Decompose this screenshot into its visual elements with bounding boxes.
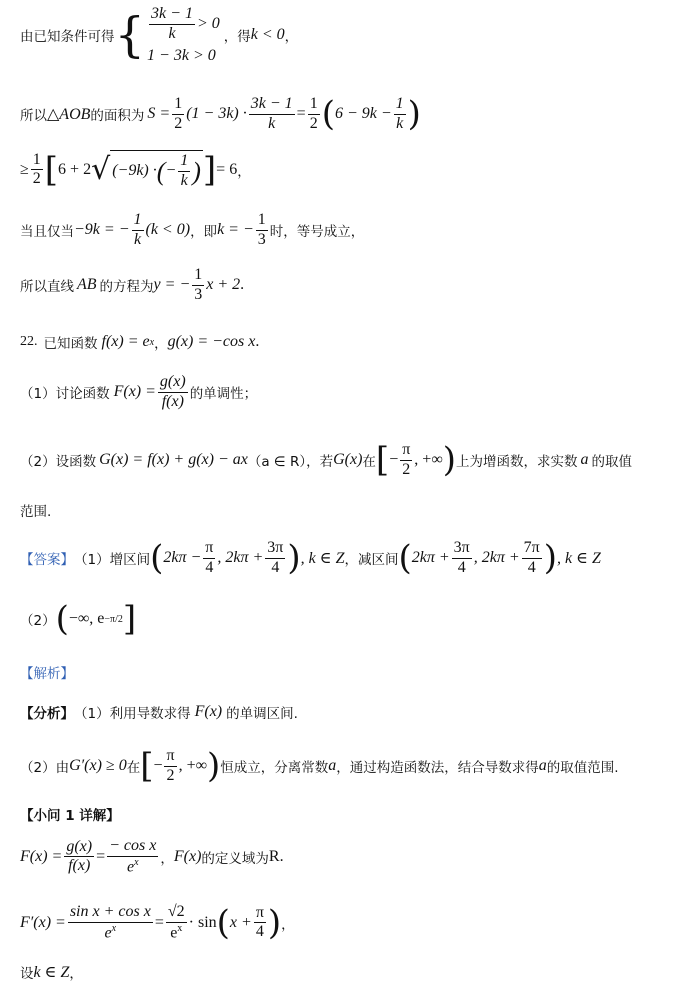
paren: ( <box>398 538 412 578</box>
text: 的取值 <box>591 454 632 471</box>
math: G(x) = f(x) + g(x) − ax <box>99 451 248 469</box>
math-sup: −π/2 <box>104 613 123 625</box>
paren: ) <box>543 538 557 578</box>
frac-num: 1 <box>256 212 268 231</box>
math: x + 2 <box>206 276 241 294</box>
math: = 6 <box>216 160 238 178</box>
text: 在 <box>126 760 141 777</box>
math: AB <box>77 276 97 294</box>
math: (k < 0) <box>145 221 191 239</box>
math: ≥ <box>20 160 29 178</box>
frac-num: 1 <box>192 267 204 286</box>
text: 已知函数 <box>43 336 98 352</box>
frac-num: 3π <box>265 540 285 559</box>
frac-den: 4 <box>457 558 466 576</box>
bracket: [ <box>140 746 154 786</box>
inequality-system <box>147 6 220 65</box>
math: = <box>296 105 306 123</box>
frac-num: π <box>203 540 215 559</box>
text: 上为增函数，求实数 <box>456 454 578 471</box>
text: 的面积为 <box>90 108 145 125</box>
text: 设 <box>20 966 34 982</box>
math: −9k = − <box>74 221 130 239</box>
text: ，减区间 <box>344 552 399 569</box>
text: 的单调性； <box>189 386 258 403</box>
frac-den: f(x) <box>68 857 91 875</box>
text: ，通过构造函数法，结合导数求得 <box>336 760 539 777</box>
math: = <box>96 847 106 865</box>
frac-den: e <box>104 924 112 942</box>
math: k ∈ Z <box>33 964 70 981</box>
text: 的方程为 <box>99 279 154 296</box>
sub-question-2-cont <box>20 500 51 520</box>
sub-question-1 <box>20 374 257 411</box>
frac-num: sin x + cos x <box>68 904 153 923</box>
frac-den: 3 <box>194 285 203 303</box>
text: 的取值范围. <box>546 760 619 777</box>
paren: ) <box>267 902 282 943</box>
math: a <box>538 757 547 775</box>
math-sup: x <box>177 922 183 934</box>
answer-tag: 【答案】 <box>20 552 74 569</box>
text: （1）增区间 <box>74 552 151 569</box>
math: R <box>268 847 280 865</box>
text: ， <box>281 916 295 933</box>
paren: ( <box>150 538 164 578</box>
rel: > 0 <box>196 15 220 33</box>
paren: ) <box>407 94 421 134</box>
frac-den: e <box>126 858 135 876</box>
math: x + <box>229 913 252 931</box>
text: ， <box>69 966 83 982</box>
math: − <box>153 757 163 775</box>
frac-num: 3k − 1 <box>249 96 295 115</box>
text: （2）设函数 <box>20 454 97 471</box>
text: ， <box>154 336 168 352</box>
solution-1 <box>20 838 284 876</box>
frac-num: 3π <box>452 540 472 559</box>
analysis-1 <box>20 702 298 722</box>
solution-3 <box>20 962 83 982</box>
text: 恒成立，分离常数 <box>220 760 329 777</box>
math-sup: x <box>111 922 117 934</box>
frac-den: 2 <box>309 114 318 132</box>
frac-num: π <box>254 905 266 924</box>
math: k < 0 <box>250 26 285 44</box>
ineq-2: 1 − 3k > 0 <box>147 46 216 64</box>
frac-den: k <box>180 171 188 189</box>
frac-num: g(x) <box>64 839 94 858</box>
math: k = − <box>217 221 254 239</box>
frac-den: e <box>170 924 178 942</box>
math: . <box>255 333 260 350</box>
frac-den: 2 <box>166 766 175 784</box>
frac-num: 1 <box>31 152 43 171</box>
frac-den: 2 <box>32 170 41 188</box>
frac-num: 1 <box>172 96 184 115</box>
frac-den: f(x) <box>161 392 184 410</box>
text: ， <box>237 163 251 180</box>
math: , +∞ <box>178 757 207 775</box>
tag: 【解析】 <box>20 666 74 682</box>
frac-den: 4 <box>271 558 280 576</box>
math: 6 − 9k − <box>334 105 392 123</box>
math: , 2kπ + <box>473 549 520 567</box>
equality-line <box>20 212 364 249</box>
frac-den: 2 <box>174 114 183 132</box>
frac-den: k <box>133 230 142 248</box>
frac-num: 1 <box>308 96 320 115</box>
paren: ( <box>321 94 335 134</box>
question-number: 22. <box>20 334 38 349</box>
math: (1 − 3k) · <box>186 105 247 123</box>
math: f(x) = e <box>101 333 150 350</box>
solution-2 <box>20 904 295 942</box>
frac-den: 4 <box>255 923 264 941</box>
frac-num: 7π <box>522 540 542 559</box>
math: 6 + 2 <box>58 160 92 178</box>
text: 所以 <box>20 108 47 125</box>
text: 的单调区间. <box>226 706 298 722</box>
math-sup: x <box>149 336 155 348</box>
frac-num: π <box>400 442 412 461</box>
math: F(x) = <box>20 847 63 865</box>
math: . <box>240 276 245 294</box>
math: y = − <box>153 276 191 294</box>
text: 所以直线 <box>20 279 74 296</box>
text: （1）讨论函数 <box>20 386 110 403</box>
math: S = <box>147 105 171 123</box>
text: 时，等号成立， <box>269 224 365 241</box>
text: ，得 <box>223 29 251 46</box>
math: 2kπ + <box>411 549 450 567</box>
frac-den: 2 <box>402 460 411 478</box>
condition-line <box>20 6 298 65</box>
sqrt: √ (−9k) · ( − $\frac{1}{k}$ ) <box>91 152 201 189</box>
bracket: ] <box>122 599 137 639</box>
frac-den: 3 <box>257 230 266 248</box>
frac-num: 1 <box>178 153 190 172</box>
frac-num: 1 <box>394 96 406 115</box>
text: ， <box>284 29 299 46</box>
math: a <box>328 757 337 775</box>
frac-den: 4 <box>205 558 214 576</box>
math: F′(x) = <box>20 913 66 931</box>
frac-num: − cos x <box>107 838 158 857</box>
text: ，即 <box>190 224 218 241</box>
left-brace: { <box>114 6 146 63</box>
paren: ) <box>207 746 221 786</box>
frac-num: π <box>164 748 176 767</box>
frac-num: √2 <box>166 904 187 923</box>
paren: ( <box>55 599 69 639</box>
frac-num: 1 <box>132 212 144 231</box>
frac-num: 3k − 1 <box>149 6 195 25</box>
text: （a ∈ R），若 <box>247 454 334 471</box>
bracket: ] <box>202 149 217 190</box>
text: ， <box>160 850 174 867</box>
math: G′(x) ≥ 0 <box>69 757 127 775</box>
math: G(x) <box>333 451 363 469</box>
math: 2kπ − <box>163 549 202 567</box>
answer-2 <box>20 599 137 639</box>
math: , 2kπ + <box>217 549 264 567</box>
math: . <box>279 847 284 865</box>
line-equation <box>20 267 244 304</box>
math: − <box>165 162 177 180</box>
area-line <box>20 96 421 133</box>
math: g(x) = −cos x <box>167 333 256 350</box>
math: , +∞ <box>414 451 443 469</box>
frac-den: k <box>268 114 276 132</box>
text: 由已知条件可得 <box>20 29 115 46</box>
math: · sin <box>188 913 217 931</box>
math: (−9k) · <box>112 162 157 180</box>
text: （1）利用导数求得 <box>74 706 191 722</box>
analysis-tag <box>20 662 74 682</box>
tag: 【分析】 <box>20 706 74 722</box>
text: 在 <box>362 454 376 471</box>
math: △AOB <box>47 106 91 124</box>
math: = <box>154 913 164 931</box>
math: − <box>389 451 399 469</box>
tag: 【小问 1 详解】 <box>20 808 120 824</box>
question-22 <box>20 332 259 352</box>
sub-question-2 <box>20 442 632 479</box>
math-sup: x <box>134 856 139 868</box>
paren: ) <box>287 538 301 578</box>
paren: ) <box>442 440 456 480</box>
text: （2）由 <box>20 760 70 777</box>
inequality-line <box>20 150 251 190</box>
answer-1 <box>20 540 601 577</box>
text: 范围. <box>20 504 52 520</box>
math: a <box>580 451 589 469</box>
subq1-detail-tag <box>20 804 120 824</box>
frac-den: k <box>396 114 404 132</box>
frac-num: g(x) <box>158 374 188 393</box>
text: 的定义域为 <box>201 850 269 867</box>
bracket: [ <box>44 149 59 190</box>
analysis-2 <box>20 748 619 785</box>
math: F(x) <box>173 847 202 865</box>
text: （2） <box>20 613 56 630</box>
math: , k ∈ Z <box>300 550 345 568</box>
paren: ( <box>216 902 230 943</box>
frac-den: 4 <box>527 558 536 576</box>
math: F(x) <box>194 703 223 720</box>
math: F(x) = <box>113 383 156 401</box>
frac-den: k <box>168 24 176 42</box>
bracket: [ <box>375 440 390 480</box>
math: , k ∈ Z <box>557 550 601 568</box>
math: −∞, e <box>68 610 105 628</box>
text: 当且仅当 <box>20 224 74 241</box>
